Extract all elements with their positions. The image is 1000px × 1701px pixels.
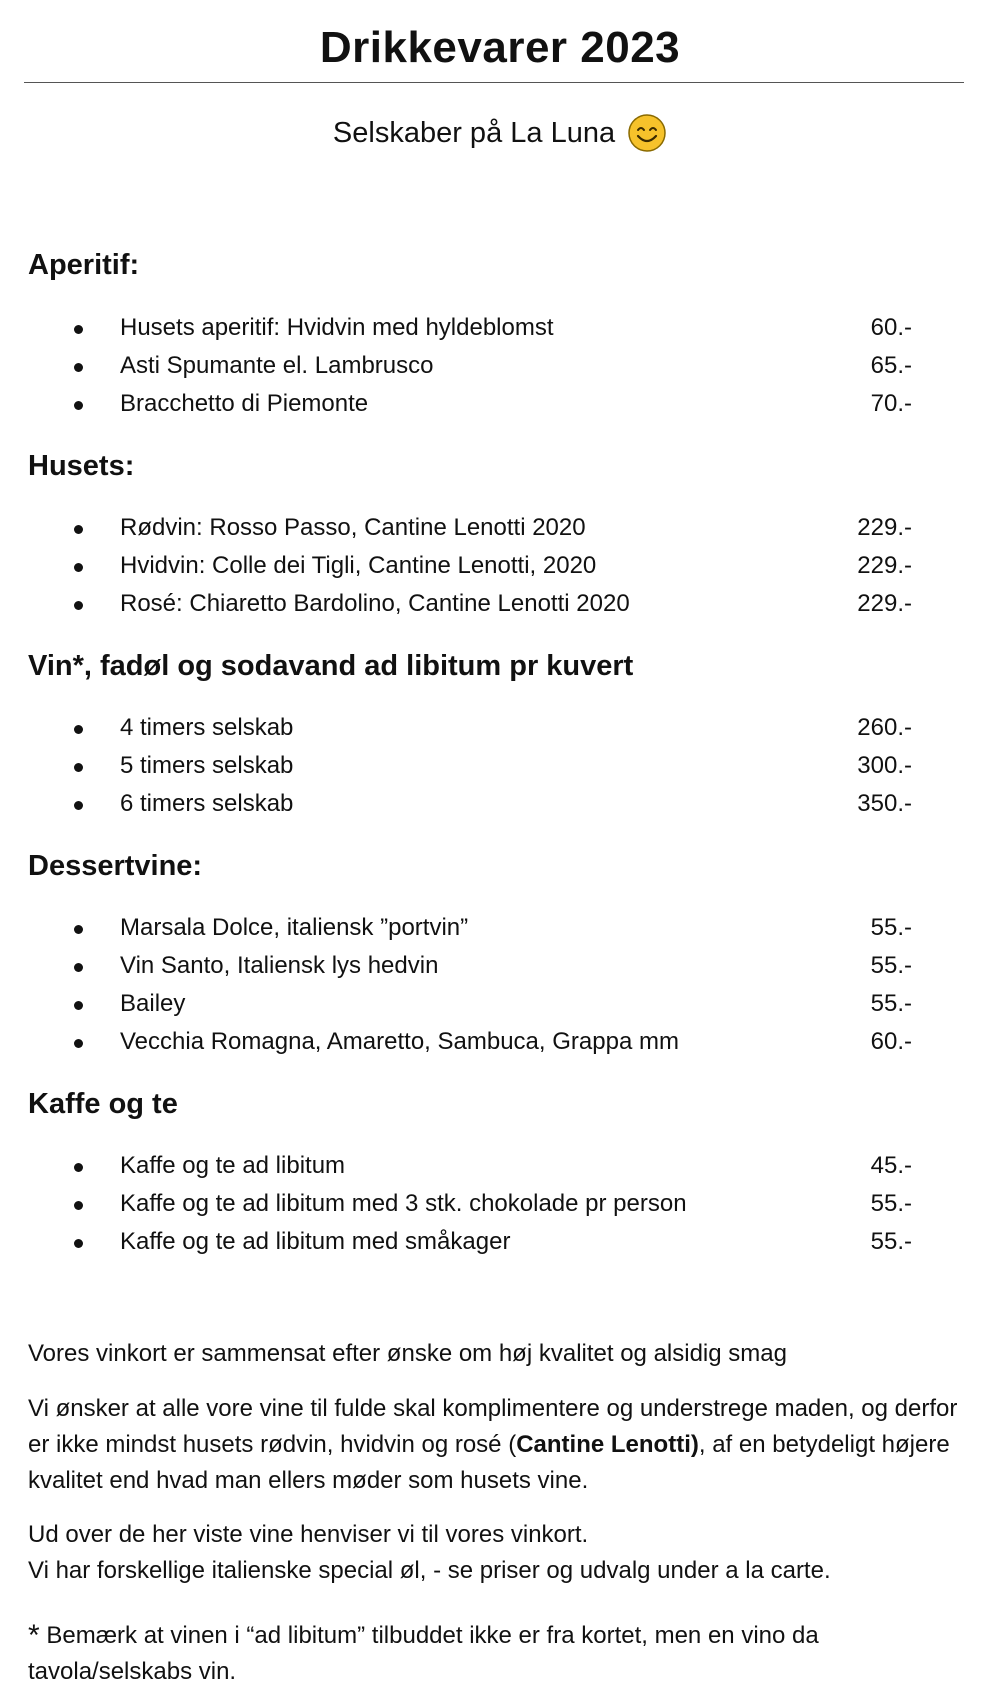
menu-item-name: Kaffe og te ad libitum med 3 stk. chokolade pr person: [120, 1190, 687, 1217]
menu-item: [0, 309, 1000, 347]
menu-item-name: Husets aperitif: Hvidvin med hyldeblomst: [120, 314, 554, 341]
subtitle-text: Selskaber på La Luna: [332, 117, 616, 149]
menu-item: [0, 547, 1000, 585]
menu-item: [0, 1185, 1000, 1223]
menu-item-name: Rødvin: Rosso Passo, Cantine Lenotti 2020: [120, 514, 586, 541]
bullet-dot-icon: [74, 963, 83, 972]
footnote-text: Bemærk at vinen i “ad libitum” tilbuddet ikke er fra kortet, men en vino da tavola/selskabs vin.: [28, 1622, 819, 1685]
menu-item-name: Bracchetto di Piemonte: [120, 390, 369, 417]
menu-item-name: 6 timers selskab: [120, 790, 294, 817]
menu-item-name: Vin Santo, Italiensk lys hedvin: [120, 952, 439, 979]
section-heading-dessertvine: Dessertvine:: [28, 850, 203, 882]
menu-item: [0, 585, 1000, 623]
menu-item-price: 55.-: [870, 1228, 912, 1255]
menu-item-name: Rosé: Chiaretto Bardolino, Cantine Lenotti 2020: [120, 590, 630, 617]
bullet-dot-icon: [74, 1163, 83, 1172]
menu-item-price: 45.-: [870, 1152, 912, 1179]
bullet-dot-icon: [74, 1201, 83, 1210]
menu-item-name: Bailey: [120, 990, 186, 1017]
menu-item: [0, 909, 1000, 947]
menu-item: [0, 747, 1000, 785]
footnote-asterisk: *: [28, 1619, 40, 1652]
menu-item: [0, 947, 1000, 985]
menu-item: [0, 1223, 1000, 1261]
menu-item: [0, 985, 1000, 1023]
section-heading-aperitif: Aperitif:: [28, 249, 140, 281]
menu-item-price: 55.-: [870, 990, 912, 1017]
menu-item-name: Marsala Dolce, italiensk ”portvin”: [120, 914, 469, 941]
section-heading-husets: Husets:: [28, 450, 135, 482]
menu-item: [0, 385, 1000, 423]
bullet-dot-icon: [74, 801, 83, 810]
page-title: Drikkevarer 2023: [319, 23, 681, 72]
menu-item: [0, 1023, 1000, 1061]
menu-item-price: 55.-: [870, 1190, 912, 1217]
menu-item-price: 65.-: [870, 352, 912, 379]
menu-item-name: Vecchia Romagna, Amaretto, Sambuca, Grappa mm: [120, 1028, 679, 1055]
menu-item-price: 229.-: [857, 552, 912, 579]
menu-item-price: 350.-: [857, 790, 912, 817]
menu-item: [0, 785, 1000, 823]
bullet-dot-icon: [74, 601, 83, 610]
menu-item: [0, 709, 1000, 747]
menu-item-name: 5 timers selskab: [120, 752, 294, 779]
note-text: Vi ønsker at alle vore vine til fulde skal komplimentere og understrege maden, og derfor er ikke mindst husets rødvin, hvidvin og rosé (: [28, 1395, 958, 1458]
bullet-dot-icon: [74, 563, 83, 572]
menu-item-price: 60.-: [870, 1028, 912, 1055]
bullet-dot-icon: [74, 1039, 83, 1048]
smiley-face-icon: [627, 113, 667, 153]
bullet-dot-icon: [74, 363, 83, 372]
section-heading-kaffe-og-te: Kaffe og te: [28, 1088, 178, 1120]
menu-item: [0, 509, 1000, 547]
note-paragraph-quality: Vores vinkort er sammensat efter ønske om høj kvalitet og alsidig smag: [28, 1340, 787, 1367]
page-subtitle: [0, 110, 1000, 156]
menu-item-price: 60.-: [870, 314, 912, 341]
menu-item-price: 300.-: [857, 752, 912, 779]
bullet-dot-icon: [74, 525, 83, 534]
menu-item: [0, 1147, 1000, 1185]
note-line: Vi har forskellige italienske special øl, - se priser og udvalg under a la carte.: [28, 1557, 831, 1584]
menu-item-price: 70.-: [870, 390, 912, 417]
menu-item-price: 55.-: [870, 952, 912, 979]
menu-item-price: 55.-: [870, 914, 912, 941]
note-bold-producer: Cantine Lenotti): [516, 1431, 699, 1458]
menu-item-price: 229.-: [857, 590, 912, 617]
section-heading-ad-libitum: Vin*, fadøl og sodavand ad libitum pr kuvert: [28, 650, 634, 682]
menu-item: [0, 347, 1000, 385]
note-paragraph-footnote: [28, 1618, 968, 1690]
note-line: Ud over de her viste vine henviser vi til vores vinkort.: [28, 1521, 589, 1548]
note-paragraph-wine-list: [28, 1517, 968, 1589]
menu-item-name: Asti Spumante el. Lambrusco: [120, 352, 434, 379]
menu-item-price: 229.-: [857, 514, 912, 541]
bullet-dot-icon: [74, 763, 83, 772]
bullet-dot-icon: [74, 925, 83, 934]
bullet-dot-icon: [74, 1001, 83, 1010]
title-divider: [24, 82, 964, 83]
menu-item-price: 260.-: [857, 714, 912, 741]
bullet-dot-icon: [74, 725, 83, 734]
menu-item-name: Kaffe og te ad libitum: [120, 1152, 346, 1179]
bullet-dot-icon: [74, 1239, 83, 1248]
menu-item-name: 4 timers selskab: [120, 714, 294, 741]
menu-item-name: Hvidvin: Colle dei Tigli, Cantine Lenotti, 2020: [120, 552, 597, 579]
bullet-dot-icon: [74, 325, 83, 334]
note-paragraph-house-wines: [28, 1391, 968, 1499]
menu-item-name: Kaffe og te ad libitum med småkager: [120, 1228, 511, 1255]
bullet-dot-icon: [74, 401, 83, 410]
note-text: , af en betydeligt højere kvalitet end hvad man ellers møder som husets vine.: [28, 1431, 950, 1494]
